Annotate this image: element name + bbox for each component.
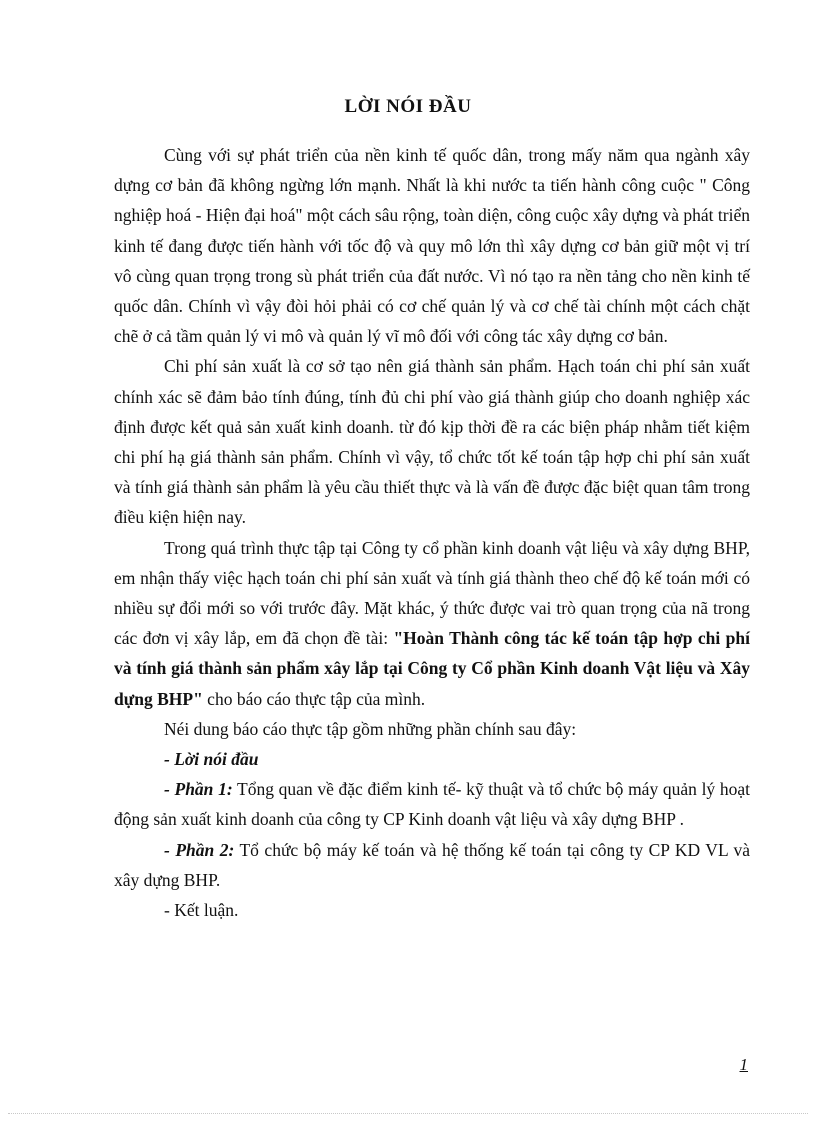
part-2-label: - Phần 2: bbox=[164, 839, 235, 860]
outline-item-conclusion: - Kết luận. bbox=[164, 900, 239, 921]
outline-item-part-2 bbox=[114, 835, 750, 895]
document-body bbox=[114, 140, 750, 925]
paragraph-2: Chi phí sản xuất là cơ sở tạo nên giá thành sản phẩm. Hạch toán chi phí sản xuất chính xác sẽ đảm bảo tính đúng, tính đủ chi phí vào giá thành giúp cho doanh nghiệp xác định được kết quả sản xuất kinh doanh. từ đó kịp thời đề ra các biện pháp nhằm tiết kiệm chi phí hạ giá thành sản phẩm. Chính vì vậy, tổ chức tốt kế toán tập hợp chi phí sản xuất và tính giá thành sản phẩm là yêu cầu thiết thực và là vấn đề được đặc biệt quan tâm trong điều kiện hiện nay. bbox=[114, 356, 750, 528]
paragraph-1: Cùng với sự phát triển của nền kinh tế quốc dân, trong mấy năm qua ngành xây dựng cơ bản đã không ngừng lớn mạnh. Nhất là khi nước ta tiến hành công cuộc " Công nghiệp hoá - Hiện đại hoá" một cách sâu rộng, toàn diện, công cuộc xây dựng và phát triển kinh tế đang được tiến hành với tốc độ và quy mô lớn thì xây dựng cơ bản giữ một vị trí vô cùng quan trọng trong sù phát triển của đất nước. Vì nó tạo ra nền tảng cho nền kinh tế quốc dân. Chính vì vậy đòi hỏi phải có cơ chế quản lý và cơ chế tài chính một cách chặt chẽ ở cả tầm quản lý vi mô và quản lý vĩ mô đối với công tác xây dựng cơ bản. bbox=[114, 145, 750, 347]
paragraph-4: Néi dung báo cáo thực tập gồm những phần chính sau đây: bbox=[164, 718, 577, 739]
paragraph-3-intro: Trong quá trình thực tập tại Công ty cổ phần kinh doanh vật liệu và xây dựng BHP, em nhận thấy việc hạch toán chi phí sản xuất và tính giá thành theo chế độ kế toán mới có nhiều sự đổi mới so với trước đây. Mặt khác, ý thức được vai trò quan trọng của nã trong các đơn vị xây lắp, em đã chọn đề tài: bbox=[114, 537, 750, 649]
page-title: LỜI NÓI ĐẦU bbox=[344, 96, 472, 117]
page-number: 1 bbox=[739, 1055, 748, 1074]
part-1-text: Tổng quan về đặc điểm kinh tế- kỹ thuật và tổ chức bộ máy quản lý hoạt động sản xuất kinh doanh của công ty CP Kinh doanh vật liệu và xây dựng BHP . bbox=[114, 779, 750, 830]
part-2-text: Tổ chức bộ máy kế toán và hệ thống kế toán tại công ty CP KD VL và xây dựng BHP. bbox=[114, 839, 751, 890]
thesis-topic: "Hoàn Thành công tác kế toán tập hợp chi phí và tính giá thành sản phẩm xây lắp tại Công ty Cổ phần Kinh doanh Vật liệu và Xây dựng BHP" bbox=[114, 628, 750, 709]
outline-item-part-1 bbox=[114, 774, 750, 834]
part-1-label: - Phần 1: bbox=[164, 779, 233, 800]
outline-item-intro: - Lời nói đầu bbox=[164, 749, 259, 770]
paragraph-3 bbox=[114, 533, 750, 714]
footer-divider bbox=[8, 1113, 808, 1114]
paragraph-3-end: cho báo cáo thực tập của mình. bbox=[202, 688, 426, 709]
